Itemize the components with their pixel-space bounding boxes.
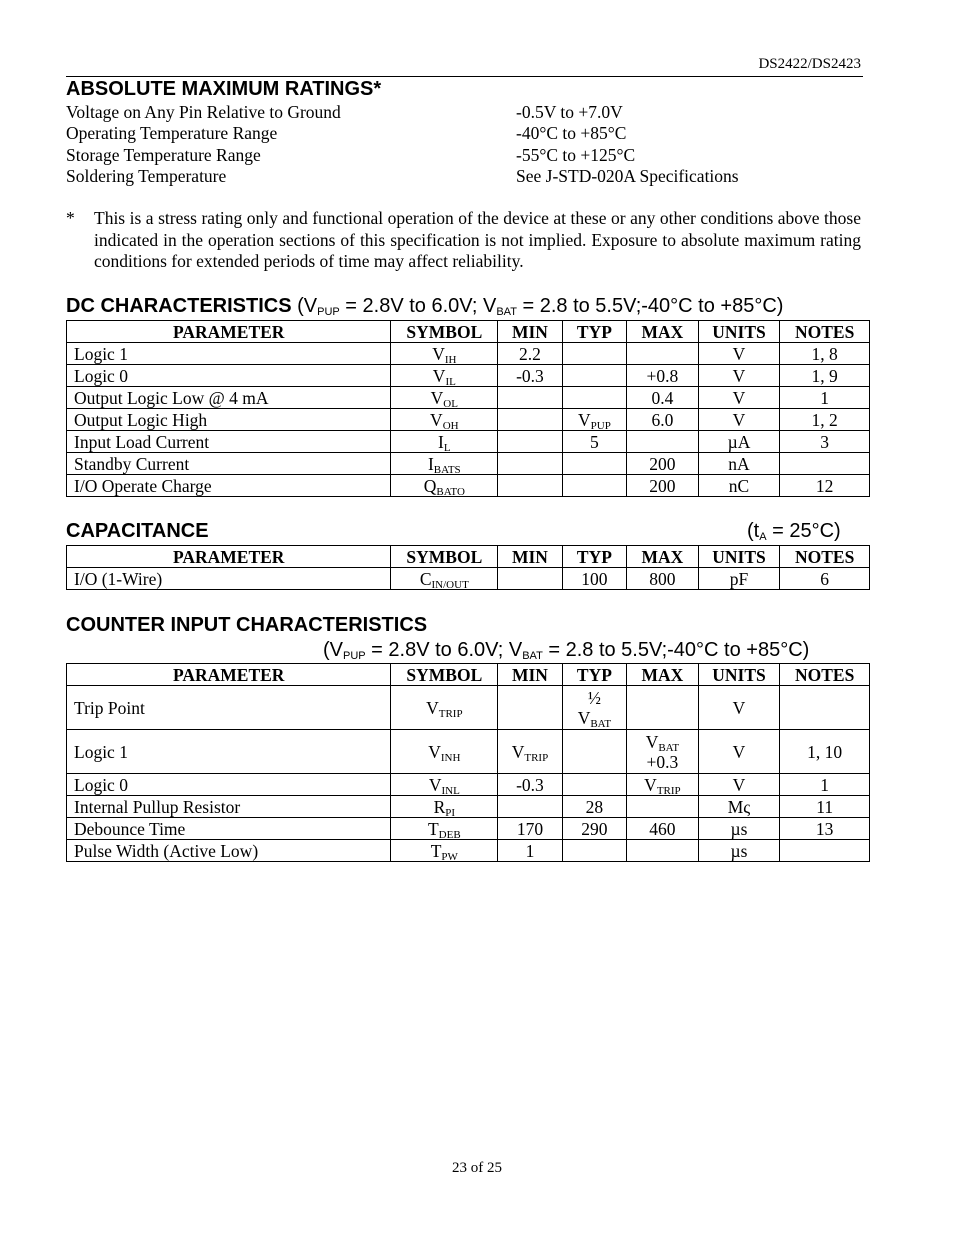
symbol-cell: $Q_{BATO}$	[391, 475, 498, 497]
param-cell: I/O Operate Charge	[67, 475, 391, 497]
col-header: NOTES	[780, 664, 870, 686]
typ-cell	[562, 840, 626, 862]
units-cell: V	[698, 343, 780, 365]
col-header: PARAMETER	[67, 664, 391, 686]
col-header: NOTES	[780, 321, 870, 343]
units-cell: V	[698, 730, 780, 774]
max-cell: $V_{BAT}$ +0.3	[627, 730, 699, 774]
min-cell: 1	[498, 840, 562, 862]
symbol-cell: $T_{DEB}$	[391, 818, 498, 840]
max-cell	[627, 431, 699, 453]
symbol-cell: $V_{INH}$	[391, 730, 498, 774]
max-cell: 800	[627, 568, 699, 590]
col-header: UNITS	[698, 664, 780, 686]
notes-cell: 6	[780, 568, 870, 590]
min-cell	[498, 431, 562, 453]
param-cell: Output Logic Low @ 4 mA	[67, 387, 391, 409]
max-cell	[627, 840, 699, 862]
param-cell: Input Load Current	[67, 431, 391, 453]
param-cell: Logic 0	[67, 365, 391, 387]
dc-table	[66, 320, 870, 497]
table-row	[67, 818, 870, 840]
min-cell	[498, 387, 562, 409]
min-cell	[498, 568, 562, 590]
col-header: PARAMETER	[67, 546, 391, 568]
abs-max-row	[66, 145, 866, 166]
table-row	[67, 730, 870, 774]
max-cell	[627, 796, 699, 818]
counter-conditions: ($V_{PUP} = 2.8V$ to 6.0V; $V_{BAT} = 2.8$ to 5.5V;-40°C to +85°C)	[323, 639, 810, 662]
table-row	[67, 475, 870, 497]
units-cell: µs	[698, 818, 780, 840]
min-cell: 2.2	[498, 343, 562, 365]
units-cell: nA	[698, 453, 780, 475]
units-cell: V	[698, 387, 780, 409]
cap-table	[66, 545, 870, 590]
typ-cell: 5	[562, 431, 626, 453]
typ-cell: 290	[562, 818, 626, 840]
symbol-cell: $V_{IH}$	[391, 343, 498, 365]
cap-conditions: $(t_A = 25^\circ C)$	[747, 520, 841, 543]
dc-conditions: ($V_{PUP} = 2.8V$ to 6.0V; $V_{BAT} = 2.8$ to 5.5V;-40°C to +85°C)	[291, 295, 784, 318]
symbol-cell: $I_{BATS}$	[391, 453, 498, 475]
col-header: SYMBOL	[391, 664, 498, 686]
counter-title: COUNTER INPUT CHARACTERISTICS	[66, 614, 428, 636]
notes-cell: 13	[780, 818, 870, 840]
units-cell: V	[698, 686, 780, 730]
typ-cell: 28	[562, 796, 626, 818]
min-cell	[498, 686, 562, 730]
symbol-cell: $I_L$	[391, 431, 498, 453]
table-row	[67, 840, 870, 862]
min-cell: -0.3	[498, 774, 562, 796]
symbol-cell: $C_{IN/OUT}$	[391, 568, 498, 590]
abs-max-title: ABSOLUTE MAXIMUM RATINGS*	[66, 78, 382, 100]
param-cell: Pulse Width (Active Low)	[67, 840, 391, 862]
table-row	[67, 796, 870, 818]
abs-max-label: Voltage on Any Pin Relative to Ground	[66, 102, 341, 122]
units-cell: nC	[698, 475, 780, 497]
table-header-row	[67, 664, 870, 686]
max-cell	[627, 686, 699, 730]
typ-cell: 100	[562, 568, 626, 590]
notes-cell: 11	[780, 796, 870, 818]
max-cell	[627, 343, 699, 365]
units-cell: V	[698, 365, 780, 387]
table-row	[67, 453, 870, 475]
max-cell: +0.8	[627, 365, 699, 387]
typ-cell: ½ $V_{BAT}$	[562, 686, 626, 730]
max-cell: 0.4	[627, 387, 699, 409]
param-cell: I/O (1-Wire)	[67, 568, 391, 590]
notes-cell	[780, 453, 870, 475]
table-row	[67, 431, 870, 453]
typ-cell	[562, 475, 626, 497]
min-cell	[498, 475, 562, 497]
units-cell: µs	[698, 840, 780, 862]
table-row	[67, 568, 870, 590]
abs-max-label: Storage Temperature Range	[66, 145, 261, 165]
table-row	[67, 774, 870, 796]
symbol-cell: $R_{PI}$	[391, 796, 498, 818]
min-cell: 170	[498, 818, 562, 840]
symbol-cell: $V_{IL}$	[391, 365, 498, 387]
page-number: 23 of 25	[452, 1160, 502, 1176]
param-cell: Logic 0	[67, 774, 391, 796]
table-row	[67, 343, 870, 365]
notes-cell: 1, 9	[780, 365, 870, 387]
min-cell	[498, 796, 562, 818]
typ-cell	[562, 365, 626, 387]
param-cell: Logic 1	[67, 730, 391, 774]
max-cell: 6.0	[627, 409, 699, 431]
abs-max-value: See J-STD-020A Specifications	[516, 166, 739, 186]
document-id: DS2422/DS2423	[758, 56, 861, 72]
table-row	[67, 686, 870, 730]
param-cell: Trip Point	[67, 686, 391, 730]
col-header: MAX	[627, 321, 699, 343]
dc-title: DC CHARACTERISTICS	[66, 295, 292, 317]
abs-max-label: Soldering Temperature	[66, 166, 227, 186]
cap-title: CAPACITANCE	[66, 520, 209, 542]
col-header: MIN	[498, 321, 562, 343]
max-cell: $V_{TRIP}$	[627, 774, 699, 796]
symbol-cell: $T_{PW}$	[391, 840, 498, 862]
abs-max-value: -0.5V to +7.0V	[516, 102, 623, 122]
max-cell: 200	[627, 475, 699, 497]
units-cell: pF	[698, 568, 780, 590]
col-header: MIN	[498, 664, 562, 686]
counter-table	[66, 663, 870, 862]
symbol-cell: $V_{INL}$	[391, 774, 498, 796]
units-cell: µA	[698, 431, 780, 453]
table-row	[67, 409, 870, 431]
units-cell: V	[698, 409, 780, 431]
table-header-row	[67, 546, 870, 568]
col-header: MIN	[498, 546, 562, 568]
max-cell: 200	[627, 453, 699, 475]
col-header: TYP	[562, 664, 626, 686]
min-cell	[498, 409, 562, 431]
min-cell	[498, 453, 562, 475]
notes-cell	[780, 686, 870, 730]
param-cell: Standby Current	[67, 453, 391, 475]
symbol-cell: $V_{OH}$	[391, 409, 498, 431]
abs-max-row	[66, 166, 866, 187]
typ-cell	[562, 453, 626, 475]
dc-heading	[66, 295, 783, 318]
typ-cell	[562, 730, 626, 774]
units-cell: V	[698, 774, 780, 796]
table-header-row	[67, 321, 870, 343]
col-header: TYP	[562, 546, 626, 568]
param-cell: Internal Pullup Resistor	[67, 796, 391, 818]
typ-cell	[562, 387, 626, 409]
notes-cell: 1	[780, 774, 870, 796]
param-cell: Logic 1	[67, 343, 391, 365]
notes-cell: 12	[780, 475, 870, 497]
abs-max-value: -55°C to +125°C	[516, 145, 636, 165]
table-row	[67, 387, 870, 409]
footnote-text: This is a stress rating only and functional operation of the device at these or any other conditions above those indicated in the operation sections of this specification is not implied. Exposure to absolute maximum rating conditions for extended periods of time may affect reliability.	[94, 208, 861, 271]
notes-cell: 1, 2	[780, 409, 870, 431]
typ-cell	[562, 774, 626, 796]
table-row	[67, 365, 870, 387]
notes-cell: 3	[780, 431, 870, 453]
abs-max-row	[66, 123, 866, 144]
col-header: UNITS	[698, 546, 780, 568]
symbol-cell: $V_{TRIP}$	[391, 686, 498, 730]
notes-cell: 1, 8	[780, 343, 870, 365]
col-header: SYMBOL	[391, 546, 498, 568]
abs-max-row	[66, 102, 866, 123]
col-header: NOTES	[780, 546, 870, 568]
col-header: UNITS	[698, 321, 780, 343]
abs-max-value: -40°C to +85°C	[516, 123, 627, 143]
units-cell: Mς	[698, 796, 780, 818]
col-header: SYMBOL	[391, 321, 498, 343]
col-header: TYP	[562, 321, 626, 343]
col-header: MAX	[627, 546, 699, 568]
col-header: MAX	[627, 664, 699, 686]
param-cell: Output Logic High	[67, 409, 391, 431]
abs-max-label: Operating Temperature Range	[66, 123, 278, 143]
symbol-cell: $V_{OL}$	[391, 387, 498, 409]
param-cell: Debounce Time	[67, 818, 391, 840]
notes-cell: 1, 10	[780, 730, 870, 774]
header-rule	[66, 76, 863, 77]
notes-cell	[780, 840, 870, 862]
typ-cell	[562, 343, 626, 365]
min-cell: -0.3	[498, 365, 562, 387]
footnote-mark: *	[66, 208, 75, 228]
typ-cell: $V_{PUP}$	[562, 409, 626, 431]
min-cell: $V_{TRIP}$	[498, 730, 562, 774]
col-header: PARAMETER	[67, 321, 391, 343]
notes-cell: 1	[780, 387, 870, 409]
max-cell: 460	[627, 818, 699, 840]
